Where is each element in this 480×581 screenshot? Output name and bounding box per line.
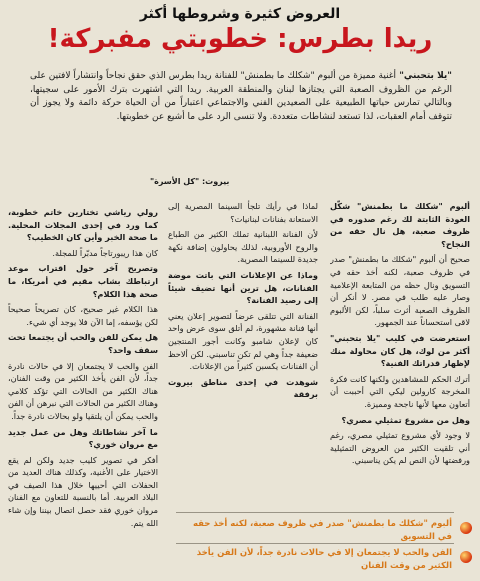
pullquote-divider bbox=[176, 512, 454, 513]
pullquote-text: الفن والحب لا يجتمعان إلا في حالات نادرة جداً، لأن الفن يأخذ الكثير من وقت الفنان bbox=[196, 548, 452, 571]
paragraph: ألبوم "شكلك ما بطمنش" شكّل العودة الثابتة لك رغم صدوره في ظروف صعبة، هل نال حقه من النجاح؟ bbox=[330, 201, 470, 249]
column-middle bbox=[168, 200, 318, 520]
paragraph: لأن الفنانة اللبنانية تملك الكثير من الطباع والروح الأوروبية، لذلك يحاولون إضافة نكهة جديدة للسينما المصرية. bbox=[168, 229, 318, 265]
paragraph: وهل من مشروع تمثيلي مصري؟ bbox=[341, 414, 470, 425]
paragraph: شوهدت في إحدى مناطق بيروت برفقة bbox=[168, 376, 318, 400]
intro-body: أغنية مميزة من ألبوم "شكلك ما بطمنش" للفنانة ريدا بطرس الذي حقق نجاحاً وانتشاراً لافتين على الرغم من الظروف الصعبة التي يجتازها لبنان والمنطقة العربية. ريدا التي اشتهرت بترك الأمور على سجيتها، وبالتالي تمارس حياتها الطبيعية على الصعيدين الفني والاجتماعي اعتباراً من أن الحياة حركة دائمة ولا يجوز أن تتوقف أمام العقبات، لذا تستعد لنشاطات متعددة. ولا تنسى الرد على ما أشيع عن خطوبتها. bbox=[30, 71, 452, 122]
paragraph: أفكر في تصوير كليب جديد ولكن لم يقع الاختيار على الأغنية، وكذلك هناك العديد من الحفلات التي أحييها خلال هذا الصيف في البلاد العربية. أما بالنسبة للتعاون مع الفنان مروان خوري فقد حصل اتصال بيننا وإن شاء الله يتم. bbox=[8, 454, 158, 528]
intro-paragraph bbox=[30, 70, 452, 124]
bullet-icon bbox=[460, 551, 472, 563]
paragraph: هذا الكلام غير صحيح، كان تصريحاً صحيحاً لكن يؤسفه، إما الآن فلا يوجد أي شيء. bbox=[8, 304, 158, 327]
kicker: العروض كثيرة وشروطها أكثر bbox=[139, 6, 341, 22]
column-right bbox=[330, 200, 470, 520]
paragraph: وتصريح آخر حول اقتراب موعد ارتباطك بشاب مقيم في أمريكا، ما صحة هذا الكلام؟ bbox=[8, 263, 158, 299]
pullquote-divider bbox=[176, 543, 454, 544]
intro-lead: "يلا بتحبني" bbox=[396, 71, 452, 81]
paragraph: وماذا عن الإعلانات التي باتت موضة الفنانات، هل ترين أنها تضيف شيئاً إلى رصيد الفنانة؟ bbox=[168, 269, 318, 306]
paragraph: استعرضت في كليب "يلا بتحبني" أكثر من لوك، هل كان محاولة منك لإظهار قدراتك الفنية؟ bbox=[330, 332, 470, 369]
paragraph: الفن والحب لا يجتمعان إلا في حالات نادرة جداً، لأن الفن يأخذ الكثير من وقت الفنان، هناك الكثير من الحالات التي تؤكد كلامي وهناك الكثير من الحالات التي نبرهن أن الفن والحب يمكن أن يلتقيا ولو بحالات نادرة جداً. bbox=[8, 360, 158, 421]
paragraph: كان هذا ريبورتاجاً مدبّراً للمجلة. bbox=[52, 247, 158, 258]
column-left bbox=[8, 206, 158, 581]
paragraph: ما آخر نشاطاتك وهل من عمل جديد مع مروان خوري؟ bbox=[8, 426, 158, 450]
paragraph: لا وجود لأي مشروع تمثيلي مصري، رغم أني تلقيت الكثير من العروض التمثيلية ورفضتها لأن النص لم يكن يناسبني. bbox=[330, 430, 470, 466]
pullquote bbox=[177, 518, 452, 544]
paragraph: الفنانة التي تتلقى عرضاً لتصوير إعلان يعني أنها فنانة مشهورة، لم أتلق سوى عرض واحد كان لإعلان شامبو وكانت أجور المنتجين ضعيفة جداً وهي لم تكن تناسبني. لكن ألاحظ أن الفنانات يكسبن كثيراً من الإعلانات. bbox=[168, 310, 318, 372]
paragraph: صحيح أن ألبوم "شكلك ما بطمنش" صدر في ظروف صعبة، لكنه أخذ حقه في التسويق ونال حظه من المتابعة الإعلامية وصار عليه طلب في مصر. لا أنكر أن الظروف الصعبة أثرت سلباً، لكن الألبوم لاقى استحساناً عند الجمهور. bbox=[330, 254, 470, 328]
paragraph: هل يمكن للفن والحب أن يجتمعا تحت سقف واحد؟ bbox=[8, 332, 158, 355]
headline: ريدا بطرس: خطوبتي مفبركة! bbox=[47, 24, 433, 54]
pullquote bbox=[177, 547, 452, 573]
pullquote-text: ألبوم "شكلك ما بطمنش" صدر في ظروف صعبة، لكنه أخذ حقه في التسويق bbox=[193, 519, 452, 542]
dateline: بيروت: "كل الأسرة" bbox=[150, 177, 230, 186]
bullet-icon bbox=[460, 522, 472, 534]
paragraph: رولي رياشي تختارين خاتم خطوبة، كما ورد في إحدى المجلات المحلية. ما صحة الخبر وأين كان الخطيب؟ bbox=[8, 207, 158, 243]
paragraph: لماذا في رأيك تلجأ السينما المصرية إلى الاستعانة بفنانات لبنانيات؟ bbox=[168, 201, 318, 224]
paragraph: أترك الحكم للمشاهدين ولكنها كانت فكرة المخرجة كارولين ليكي التي أحببت أن أتعاون معها لأنها ناجحة ومميزة. bbox=[330, 373, 470, 409]
